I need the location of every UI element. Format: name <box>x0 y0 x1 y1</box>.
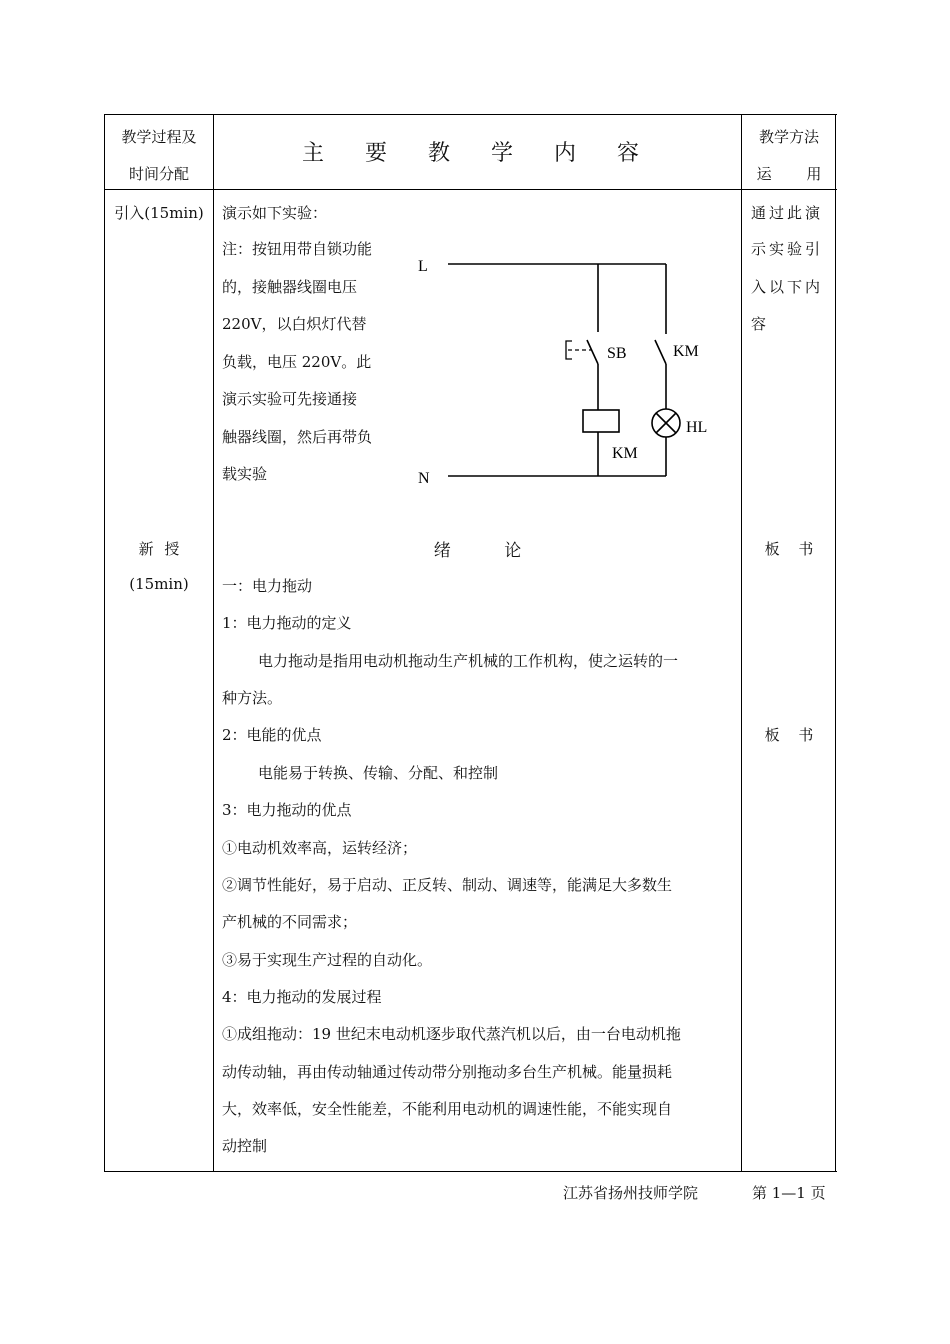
header-col3-line2: 运 用 <box>756 165 822 183</box>
header-col1-line1: 教学过程及 <box>121 128 197 146</box>
column-divider-2 <box>741 114 742 1171</box>
content-line: 1：电力拖动的定义 <box>222 614 352 632</box>
method-line: 入以下内 <box>751 278 824 296</box>
content-line: 大，效率低，安全性能差，不能利用电动机的调速性能，不能实现自 <box>222 1100 673 1118</box>
method-blackboard-2: 板 书 <box>764 726 814 744</box>
note-line: 触器线圈，然后再带负 <box>222 428 373 446</box>
note-line: 注：按钮用带自锁功能 <box>222 240 373 258</box>
demo-title: 演示如下实验： <box>222 204 328 222</box>
content-line: 电能易于转换、传输、分配、和控制 <box>258 764 499 782</box>
method-blackboard-1: 板 书 <box>764 540 814 558</box>
content-line: 种方法。 <box>222 689 283 707</box>
note-line: 负载，电压 220V。此 <box>222 353 372 371</box>
note-line: 演示实验可先接通接 <box>222 390 358 408</box>
table-left-border <box>104 114 105 1171</box>
table-bottom-border <box>104 1171 837 1172</box>
content-line: 一：电力拖动 <box>222 577 313 595</box>
content-line: ②调节性能好，易于启动、正反转、制动、调速等，能满足大多数生 <box>222 876 673 894</box>
footer-page-number: 第 1—1 页 <box>752 1184 826 1202</box>
km-contact-blade <box>655 340 666 364</box>
content-line: ①电动机效率高，运转经济； <box>222 839 418 857</box>
new-lesson-time: (15min) <box>129 575 189 593</box>
method-line: 示实验引 <box>751 240 824 258</box>
content-line: 3：电力拖动的优点 <box>222 801 352 819</box>
content-line: 电力拖动是指用电动机拖动生产机械的工作机构，使之运转的一 <box>258 652 679 670</box>
note-line: 的，接触器线圈电压 <box>222 278 358 296</box>
label-KM-coil: KM <box>612 445 638 462</box>
section-heading: 绪 论 <box>433 541 522 561</box>
note-line: 220V，以白炽灯代替 <box>222 315 367 333</box>
intro-time-label: 引入(15min) <box>114 204 204 222</box>
label-KM-contact: KM <box>673 343 699 360</box>
sb-switch-blade <box>587 340 598 364</box>
header-col1-line2: 时间分配 <box>128 165 189 183</box>
method-line: 通过此演 <box>751 204 824 222</box>
new-lesson-label: 新 授 <box>138 540 180 558</box>
label-SB: SB <box>607 345 627 362</box>
method-line: 容 <box>751 315 770 333</box>
label-HL: HL <box>686 419 708 436</box>
content-line: 产机械的不同需求； <box>222 913 358 931</box>
content-line: 2：电能的优点 <box>222 726 322 744</box>
label-L: L <box>418 258 428 275</box>
header-col3-line1: 教学方法 <box>758 128 819 146</box>
content-line: ①成组拖动：19 世纪末电动机逐步取代蒸汽机以后，由一台电动机拖 <box>222 1025 681 1043</box>
note-line: 载实验 <box>222 465 268 483</box>
column-divider-1 <box>213 114 214 1171</box>
header-main-content-title: 主 要 教 学 内 容 <box>302 141 653 166</box>
content-line: 动控制 <box>222 1137 268 1155</box>
footer-school-name: 江苏省扬州技师学院 <box>563 1184 699 1202</box>
label-N: N <box>418 470 430 487</box>
content-line: ③易于实现生产过程的自动化。 <box>222 951 433 969</box>
content-line: 4：电力拖动的发展过程 <box>222 988 382 1006</box>
table-right-border <box>835 114 836 1171</box>
km-coil <box>583 410 619 432</box>
circuit-diagram <box>400 240 730 500</box>
content-line: 动传动轴，再由传动轴通过传动带分别拖动多台生产机械。能量损耗 <box>222 1063 673 1081</box>
